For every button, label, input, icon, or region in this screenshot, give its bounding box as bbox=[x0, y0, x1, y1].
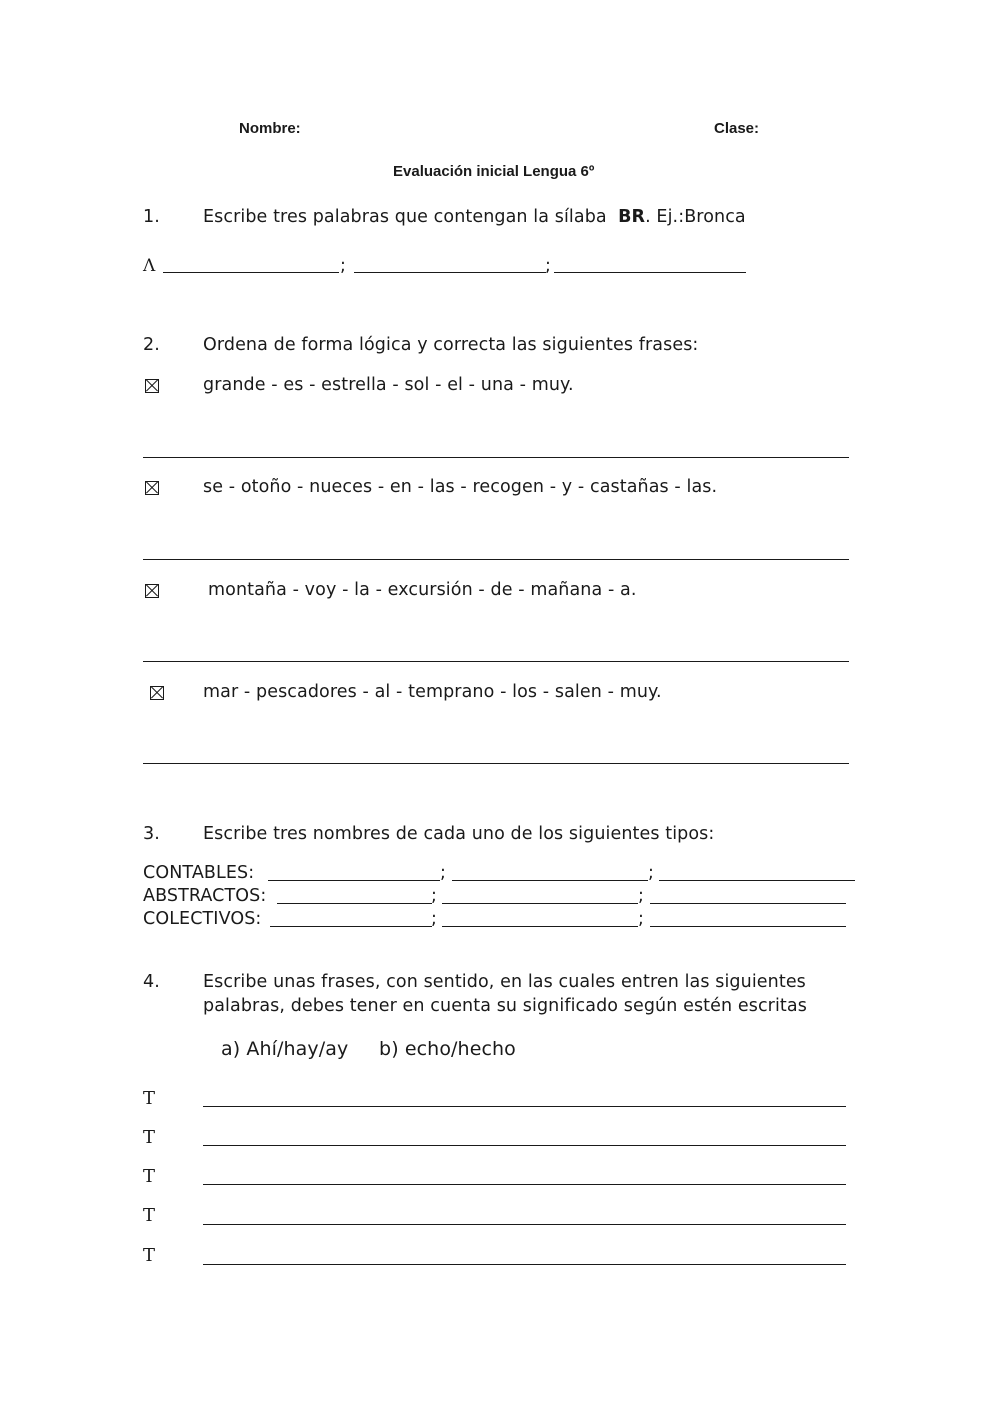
q3-number: 3. bbox=[143, 824, 160, 844]
q4-bullet-icon: T bbox=[143, 1127, 156, 1148]
q3-label-colectivos: COLECTIVOS: bbox=[143, 909, 262, 929]
page-title: Evaluación inicial Lengua 6º bbox=[393, 163, 595, 180]
checkbox-crossed-icon[interactable] bbox=[145, 481, 159, 495]
clase-label: Clase: bbox=[714, 120, 760, 137]
q3-colectivos-line-1[interactable] bbox=[270, 926, 432, 927]
q1-number: 1. bbox=[143, 207, 160, 227]
q2-answer-line-4[interactable] bbox=[143, 763, 849, 764]
q3-contables-line-1[interactable] bbox=[268, 880, 440, 881]
q3-abstractos-line-2[interactable] bbox=[442, 903, 638, 904]
q2-number: 2. bbox=[143, 335, 160, 355]
q1-bullet-icon: Λ bbox=[143, 256, 156, 276]
q3-label-abstractos: ABSTRACTOS: bbox=[143, 886, 267, 906]
q4-answer-line-4[interactable] bbox=[203, 1224, 846, 1225]
q4-answer-line-1[interactable] bbox=[203, 1106, 846, 1107]
q3-separator: ; bbox=[638, 909, 644, 929]
q1-answer-line-3[interactable] bbox=[554, 272, 746, 273]
q2-answer-line-1[interactable] bbox=[143, 457, 849, 458]
q2-instruction: Ordena de forma lógica y correcta las siguientes frases: bbox=[203, 335, 699, 355]
q2-answer-line-2[interactable] bbox=[143, 559, 849, 560]
checkbox-crossed-icon[interactable] bbox=[145, 584, 159, 598]
q1-answer-line-1[interactable] bbox=[163, 272, 339, 273]
q3-instruction: Escribe tres nombres de cada uno de los siguientes tipos: bbox=[203, 824, 715, 844]
q2-item-3: montaña - voy - la - excursión - de - mañana - a. bbox=[208, 580, 637, 600]
checkbox-crossed-icon[interactable] bbox=[150, 686, 164, 700]
q2-item-2: se - otoño - nueces - en - las - recogen - y - castañas - las. bbox=[203, 477, 718, 497]
q3-separator: ; bbox=[431, 886, 437, 906]
q3-separator: ; bbox=[431, 909, 437, 929]
q2-item-4: mar - pescadores - al - temprano - los - salen - muy. bbox=[203, 682, 662, 702]
q4-bullet-icon: T bbox=[143, 1245, 156, 1266]
q4-instruction-line-2: palabras, debes tener en cuenta su significado según estén escritas bbox=[203, 996, 807, 1016]
q1-text-before: Escribe tres palabras que contengan la sílaba bbox=[203, 207, 607, 227]
q3-contables-line-3[interactable] bbox=[659, 880, 855, 881]
q4-number: 4. bbox=[143, 972, 160, 992]
q3-separator: ; bbox=[648, 863, 654, 883]
q2-item-1: grande - es - estrella - sol - el - una - muy. bbox=[203, 375, 574, 395]
q4-bullet-icon: T bbox=[143, 1166, 156, 1187]
q1-instruction bbox=[203, 207, 746, 227]
q4-answer-line-3[interactable] bbox=[203, 1184, 846, 1185]
q4-words: a) Ahí/hay/ay b) echo/hecho bbox=[221, 1038, 516, 1060]
nombre-label: Nombre: bbox=[239, 120, 301, 137]
q3-contables-line-2[interactable] bbox=[452, 880, 648, 881]
q4-bullet-icon: T bbox=[143, 1088, 156, 1109]
q4-bullet-icon: T bbox=[143, 1205, 156, 1226]
q4-answer-line-5[interactable] bbox=[203, 1264, 846, 1265]
checkbox-crossed-icon[interactable] bbox=[145, 379, 159, 393]
q3-separator: ; bbox=[638, 886, 644, 906]
q1-separator-1: ; bbox=[340, 256, 346, 276]
q4-instruction-line-1: Escribe unas frases, con sentido, en las cuales entren las siguientes bbox=[203, 972, 806, 992]
q1-syllable: BR bbox=[618, 207, 646, 227]
q3-separator: ; bbox=[440, 863, 446, 883]
q1-separator-2: ; bbox=[545, 256, 551, 276]
q1-answer-line-2[interactable] bbox=[354, 272, 546, 273]
q3-label-contables: CONTABLES: bbox=[143, 863, 255, 883]
q1-text-after: . Ej.:Bronca bbox=[645, 207, 746, 227]
q3-colectivos-line-3[interactable] bbox=[650, 926, 846, 927]
q2-answer-line-3[interactable] bbox=[143, 661, 849, 662]
q4-answer-line-2[interactable] bbox=[203, 1145, 846, 1146]
q3-abstractos-line-1[interactable] bbox=[277, 903, 432, 904]
q3-abstractos-line-3[interactable] bbox=[650, 903, 846, 904]
q3-colectivos-line-2[interactable] bbox=[442, 926, 638, 927]
